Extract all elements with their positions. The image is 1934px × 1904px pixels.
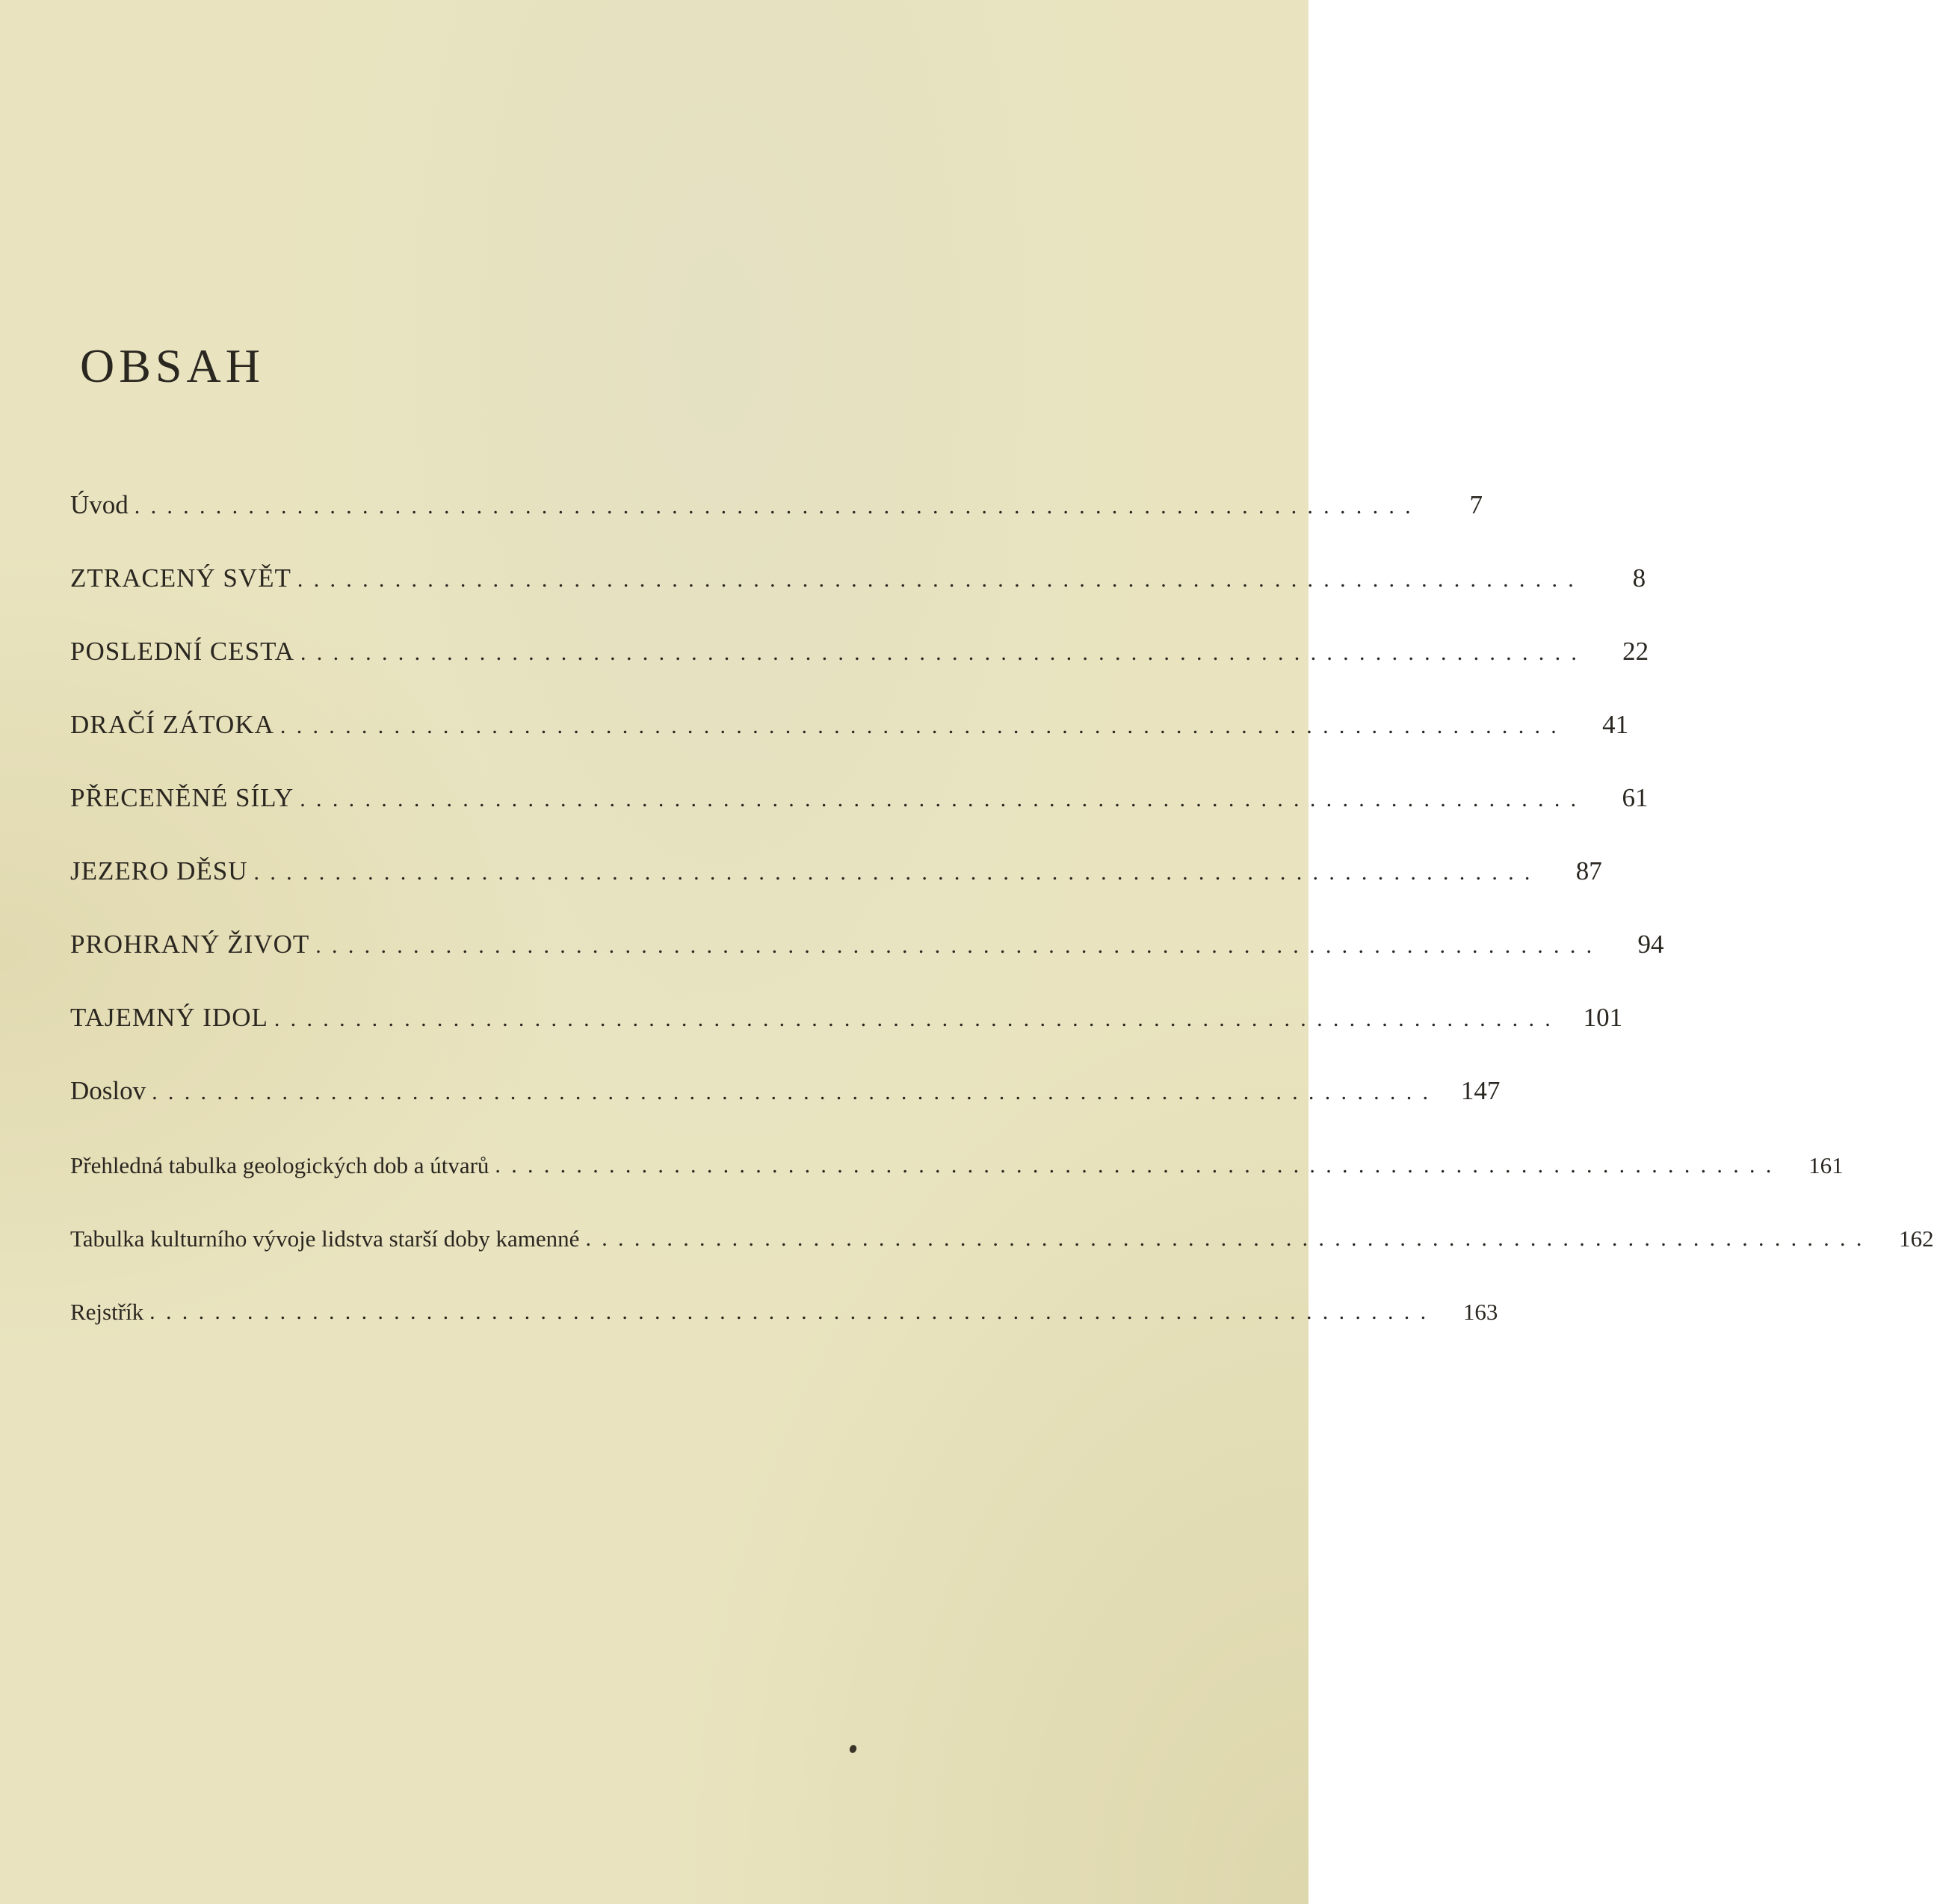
toc-dot-leader: ............................................................................... (300, 640, 1588, 665)
toc-entry-title: Tabulka kulturního vývoje lidstva starší doby kamenné (70, 1225, 580, 1252)
toc-entry-page: 94 (1637, 930, 1664, 959)
toc-entry-title: Úvod (70, 490, 129, 519)
toc-entry (70, 847, 1602, 885)
toc-dot-leader: ............................................................................... (495, 1153, 1782, 1178)
toc-dot-leader: ............................................................................... (152, 1080, 1439, 1104)
toc-entry (70, 700, 1629, 739)
toc-dot-leader: ............................................................................... (274, 1007, 1562, 1031)
toc-entry (70, 1066, 1501, 1105)
ink-spot-mark (848, 1744, 857, 1754)
toc-entry-page: 22 (1622, 637, 1649, 666)
toc-entry (70, 1213, 1934, 1252)
toc-entry-title: POSLEDNÍ CESTA (70, 637, 294, 666)
toc-entry (70, 480, 1483, 519)
toc-dot-leader: ............................................................................... (585, 1226, 1873, 1251)
toc-dot-leader: ............................................................................... (279, 714, 1568, 738)
toc-entry-page: 41 (1602, 710, 1629, 739)
toc-entry-title: JEZERO DĚSU (70, 856, 248, 885)
toc-entry-title: ZTRACENÝ SVĚT (70, 563, 291, 593)
toc-entry-page: 163 (1462, 1299, 1498, 1325)
toc-dot-leader: ............................................................................... (297, 567, 1585, 592)
toc-entry-title: PŘECENĚNÉ SÍLY (70, 783, 294, 812)
toc-entry-page: 161 (1808, 1152, 1844, 1178)
toc-entry-page: 87 (1575, 856, 1602, 885)
toc-entry-page: 8 (1632, 563, 1646, 593)
toc-entry-page: 162 (1899, 1225, 1934, 1252)
toc-entry-title: TAJEMNÝ IDOL (70, 1003, 268, 1032)
toc-dot-leader: ............................................................................... (300, 787, 1587, 812)
toc-entry-title: Přehledná tabulka geologických dob a útvarů (70, 1152, 489, 1178)
toc-entry-title: Doslov (70, 1076, 146, 1105)
toc-entry-page: 61 (1622, 783, 1649, 812)
toc-entry (70, 627, 1649, 666)
toc-entry (70, 1140, 1844, 1178)
toc-entry (70, 554, 1646, 593)
toc-entry-title: Rejstřík (70, 1299, 144, 1325)
toc-dot-leader: ............................................................................... (253, 860, 1541, 885)
page-title: OBSAH (80, 339, 265, 392)
toc-entry (70, 773, 1649, 812)
toc-dot-leader: ............................................................................... (149, 1299, 1437, 1324)
toc-dot-leader: ............................................................................... (315, 933, 1603, 958)
toc-entry-title: PROHRANÝ ŽIVOT (70, 930, 310, 959)
toc-entry-title: DRAČÍ ZÁTOKA (70, 710, 274, 739)
toc-entry (70, 993, 1623, 1032)
toc-entry-page: 7 (1469, 490, 1483, 519)
toc-entry (70, 1286, 1498, 1325)
toc-entry-page: 147 (1460, 1076, 1501, 1105)
toc-entry (70, 920, 1664, 959)
toc-entry-page: 101 (1583, 1003, 1623, 1032)
toc-dot-leader: ............................................................................... (134, 494, 1421, 519)
